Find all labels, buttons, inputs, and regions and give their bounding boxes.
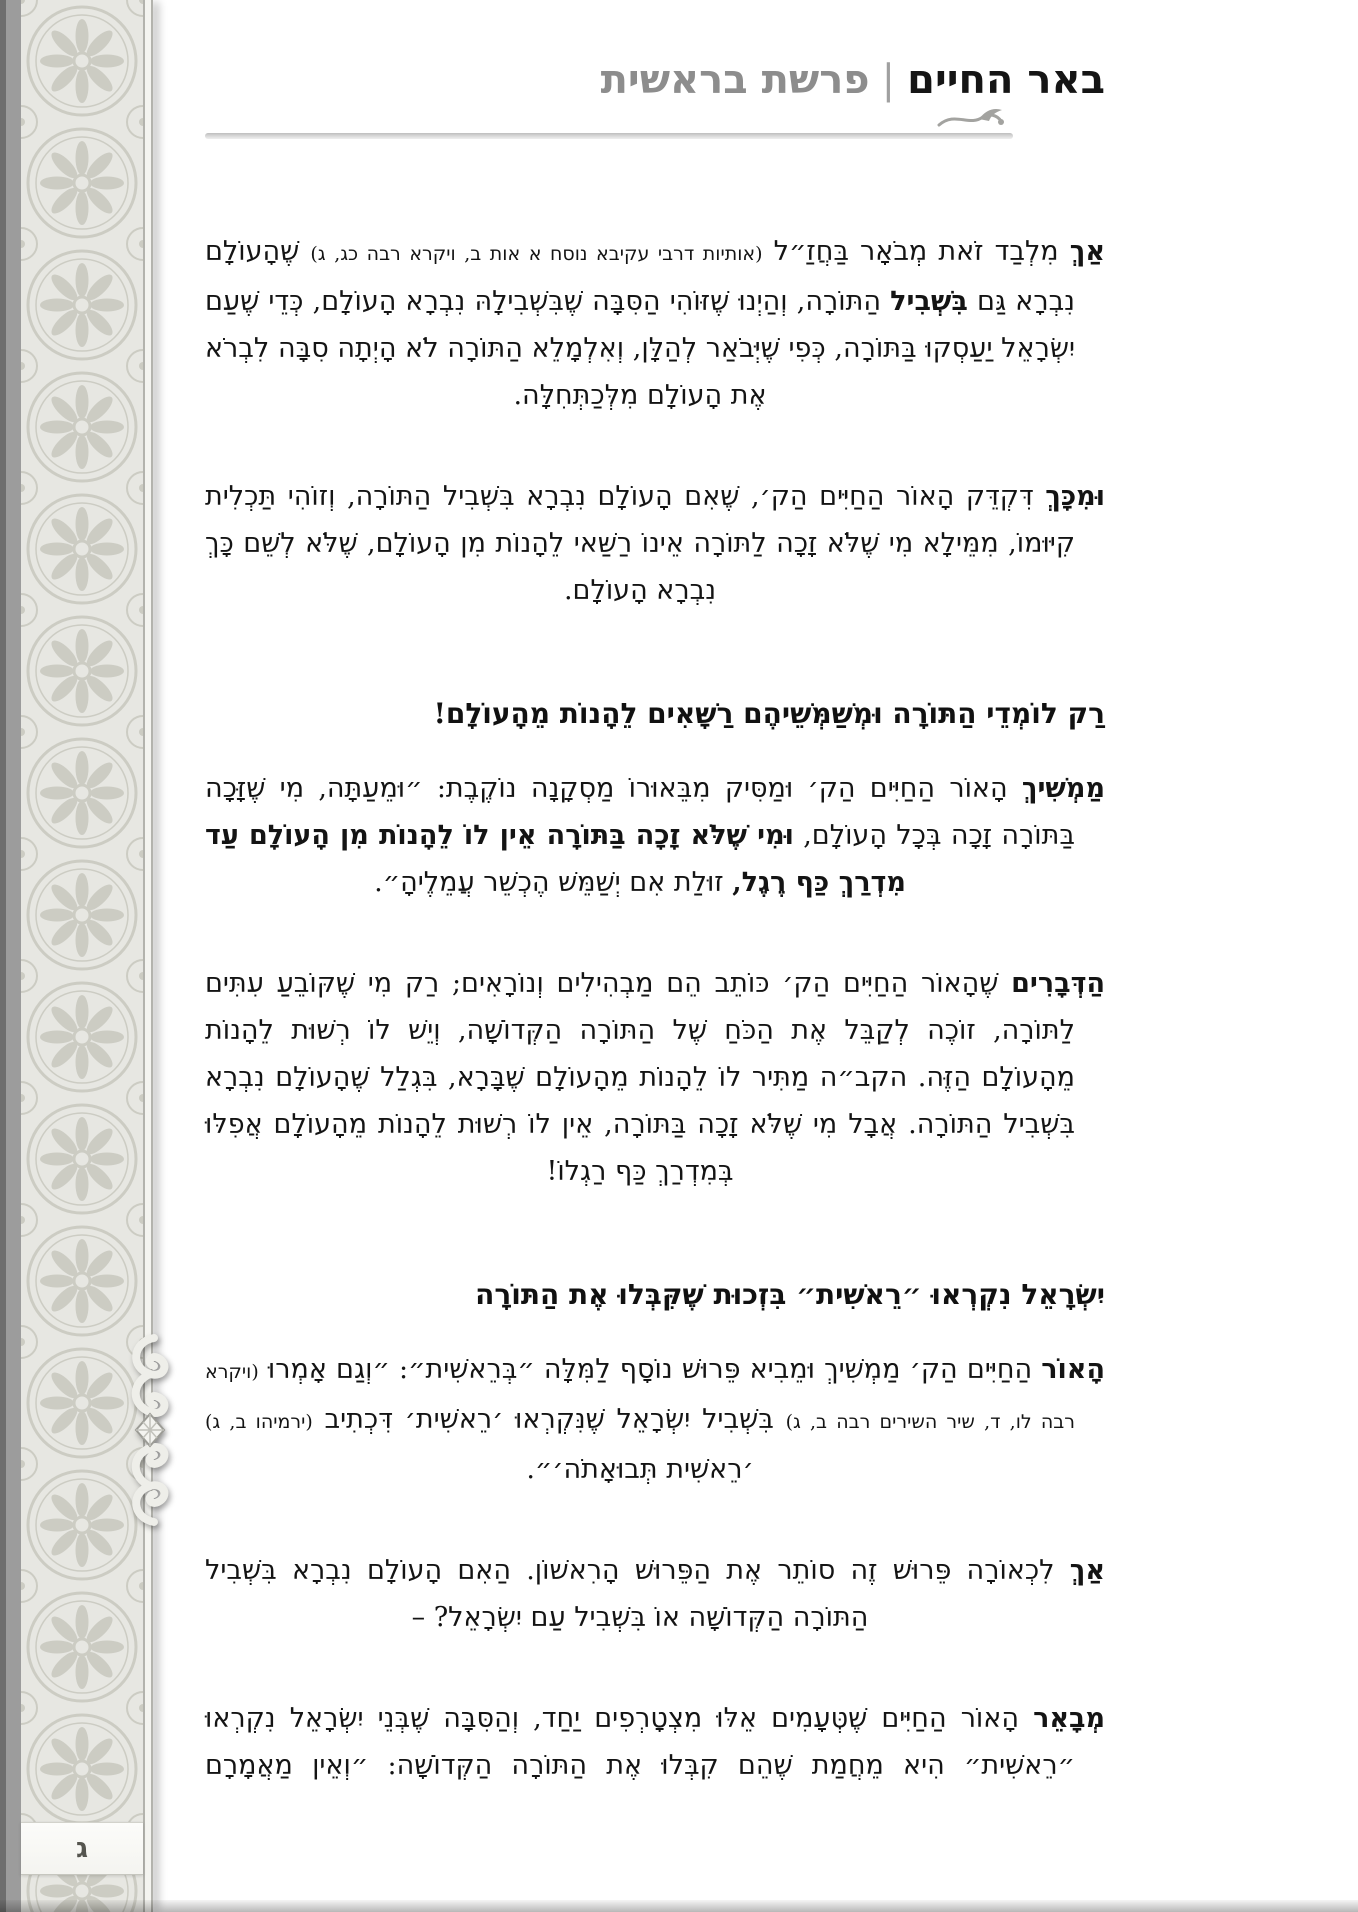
paragraph-segment: (ויקרא רבה לו, ד, שיר השירים רבה ב, ג) — [205, 1361, 1076, 1433]
paragraph-segment: אַךְ — [1069, 236, 1106, 267]
paragraph-segment: הָאוֹר הַחַיִּים שֶׁטְּעָמִים אֵלּוּ מִצְטָרְפִים יַחַד, וְהַסִּבָּה שֶׁבְּנֵי יִשְׂרָאֵל נִקְרְאוּ ״רֵאשִׁית״ הִיא מֵחֲמַת שֶׁהֵם קִבְּלוּ אֶת הַתּוֹרָה הַקְּדוֹשָׁה: ״וְאֵין מַאֲמָרָם — [205, 1703, 1075, 1781]
header-divider — [205, 133, 1013, 139]
paragraph-segment: זוּלַת אִם יְשַׁמֵּשׁ הֶכְשֵׁר עֲמֵלֶיהָ״. — [374, 867, 733, 898]
torah-paragraph — [205, 960, 1105, 1195]
paragraph-segment: בִּשְׁבִיל — [890, 286, 968, 317]
parsha-title: פרשת בראשית — [600, 56, 870, 103]
sidebar-rail — [143, 0, 153, 1912]
page-header — [601, 54, 1105, 106]
page-number: ג — [75, 1833, 89, 1864]
section-heading — [205, 689, 1105, 739]
paragraph-segment: הַדְּבָרִים — [1011, 968, 1105, 999]
paragraph-segment: לִכְאוֹרָה פֵּרוּשׁ זֶה סוֹתֵר אֶת הַפֵּרוּשׁ הָרִאשׁוֹן. הַאִם הָעוֹלָם נִבְרָא בִּשְׁבִיל הַתּוֹרָה הַקְּדוֹשָׁה אוֹ בִּשְׁבִיל עַם יִשְׂרָאֵל? – — [205, 1555, 1070, 1633]
torah-paragraph — [205, 1547, 1105, 1641]
sidebar-edge — [0, 0, 21, 1912]
paragraph-segment: וּמִכָּךְ — [1045, 481, 1105, 512]
paragraph-segment: מִלְבַד זֹאת מְבֹאָר בַּחֲזַ״ל — [762, 236, 1070, 267]
paragraph-segment: ׳רֵאשִׁית תְּבוּאָתֹה׳״. — [526, 1454, 754, 1485]
paragraph-segment: (אותיות דרבי עקיבא נוסח א אות ב, ויקרא רבה כג, ג) — [310, 243, 763, 265]
divider-flourish-icon — [935, 103, 1005, 135]
section-heading — [205, 1270, 1105, 1320]
heading-text: יִשְׂרָאֵל נִקְרְאוּ ״רֵאשִׁית״ בִּזְכוּת שֶׁקִּבְּלוּ אֶת הַתּוֹרָה — [475, 1278, 1105, 1311]
paragraph-segment: שֶׁהָעוֹלָם נִבְרָא גַּם — [205, 236, 1075, 317]
scroll-gem-ornament-icon — [112, 1330, 188, 1530]
torah-paragraph — [205, 765, 1105, 906]
decorative-sidebar — [0, 0, 160, 1912]
paragraph-segment: (ירמיהו ב, ג) — [205, 1411, 313, 1433]
damask-pattern — [21, 0, 143, 1912]
paragraph-segment: מְבָאֵר — [1033, 1703, 1105, 1734]
book-title: באר החיים — [907, 56, 1105, 103]
torah-paragraph — [205, 1346, 1105, 1493]
text-content — [205, 228, 1105, 1843]
paragraph-segment: בִּשְׁבִיל יִשְׂרָאֵל שֶׁנִּקְרְאוּ ׳רֵאשִׁית׳ דִּכְתִיב — [312, 1404, 786, 1435]
paragraph-segment: שֶׁהָאוֹר הַחַיִּים הַק׳ כּוֹתֵב הֵם מַבְהִילִים וְנוֹרָאִים; רַק מִי שֶׁקּוֹבֵעַ עִתִּים לַתּוֹרָה, זוֹכֶה לְקַבֵּל אֶת הַכֹּחַ שֶׁל הַתּוֹרָה הַקְּדוֹשָׁה, וְיֵשׁ לוֹ רְשׁוּת לֵהָנוֹת מֵהָעוֹלָם הַזֶּה. הקב״ה מַתִּיר לוֹ לֵהָנוֹת מֵהָעוֹלָם שֶׁבָּרָא, בִּגְלַל שֶׁהָעוֹלָם נִבְרָא בִּשְׁבִיל הַתּוֹרָה. אֲבָל מִי שֶׁלֹּא זָכָה בַּתּוֹרָה, אֵין לוֹ רְשׁוּת לֵהָנוֹת מֵהָעוֹלָם אֲפִלּוּ בְּמִדְרַךְ כַּף רַגְלוֹ! — [205, 968, 1075, 1187]
heading-text: רַק לוֹמְדֵי הַתּוֹרָה וּמְשַׁמְּשֵׁיהֶם רַשָּׁאִים לֵהָנוֹת מֵהָעוֹלָם! — [433, 697, 1105, 730]
torah-paragraph — [205, 228, 1105, 419]
torah-paragraph — [205, 473, 1105, 614]
paragraph-segment: אַךְ — [1069, 1555, 1105, 1586]
torah-paragraph — [205, 1695, 1105, 1789]
page-number-box — [21, 1822, 143, 1875]
paragraph-segment: וּמִי שֶׁלֹּא זָכָה בַּתּוֹרָה אֵין לוֹ לֵהָנוֹת מִן הָעוֹלָם עַד מִדְרַךְ כַּף רֶגֶל, — [205, 820, 906, 898]
paragraph-segment: הָאוֹר — [1041, 1354, 1105, 1385]
page-bottom-edge — [0, 1900, 1358, 1912]
title-separator: | — [881, 57, 896, 103]
paragraph-segment: הַתּוֹרָה, וְהַיְנוּ שֶׁזּוֹהִי הַסִּבָּה שֶׁבִּשְׁבִילָהּ נִבְרָא הָעוֹלָם, כְּדֵי שֶׁעַם יִשְׂרָאֵל יַעַסְקוּ בַּתּוֹרָה, כְּפִי שֶׁיְּבֹאַר לְהַלָּן, וְאִלְמָלֵא הַתּוֹרָה לֹא הָיְתָה סִבָּה לִבְרֹא אֶת הָעוֹלָם מִלְּכַתְּחִלָּה. — [205, 286, 1075, 411]
paragraph-segment: הָאוֹר הַחַיִּים הַק׳ וּמַסִּיק מִבֵּאוּרוֹ מַסְקָנָה נוֹקֶבֶת: ״וּמֵעַתָּה, מִי שֶׁזָּכָה בַּתּוֹרָה זָכָה בְּכָל הָעוֹלָם, — [205, 773, 1075, 851]
paragraph-segment: דִּקְדֵּק הָאוֹר הַחַיִּים הַק׳, שֶׁאִם הָעוֹלָם נִבְרָא בִּשְׁבִיל הַתּוֹרָה, וְזוֹהִי תַּכְלִית קִיּוּמוֹ, מִמֵּילָא מִי שֶׁלֹּא זָכָה לַתּוֹרָה אֵינוֹ רַשַּׁאי לֵהָנוֹת מִן הָעוֹלָם, שֶׁלֹּא לְשֵׁם כָּךְ נִבְרָא הָעוֹלָם. — [205, 481, 1075, 606]
paragraph-segment: הַחַיִּים הַק׳ מַמְשִׁיךְ וּמֵבִיא פֵּרוּשׁ נוֹסָף לַמִּלָּה ״בְּרֵאשִׁית״: ״וְגַם אָמְרוּ — [258, 1354, 1042, 1385]
paragraph-segment: מַמְשִׁיךְ — [1021, 773, 1105, 804]
